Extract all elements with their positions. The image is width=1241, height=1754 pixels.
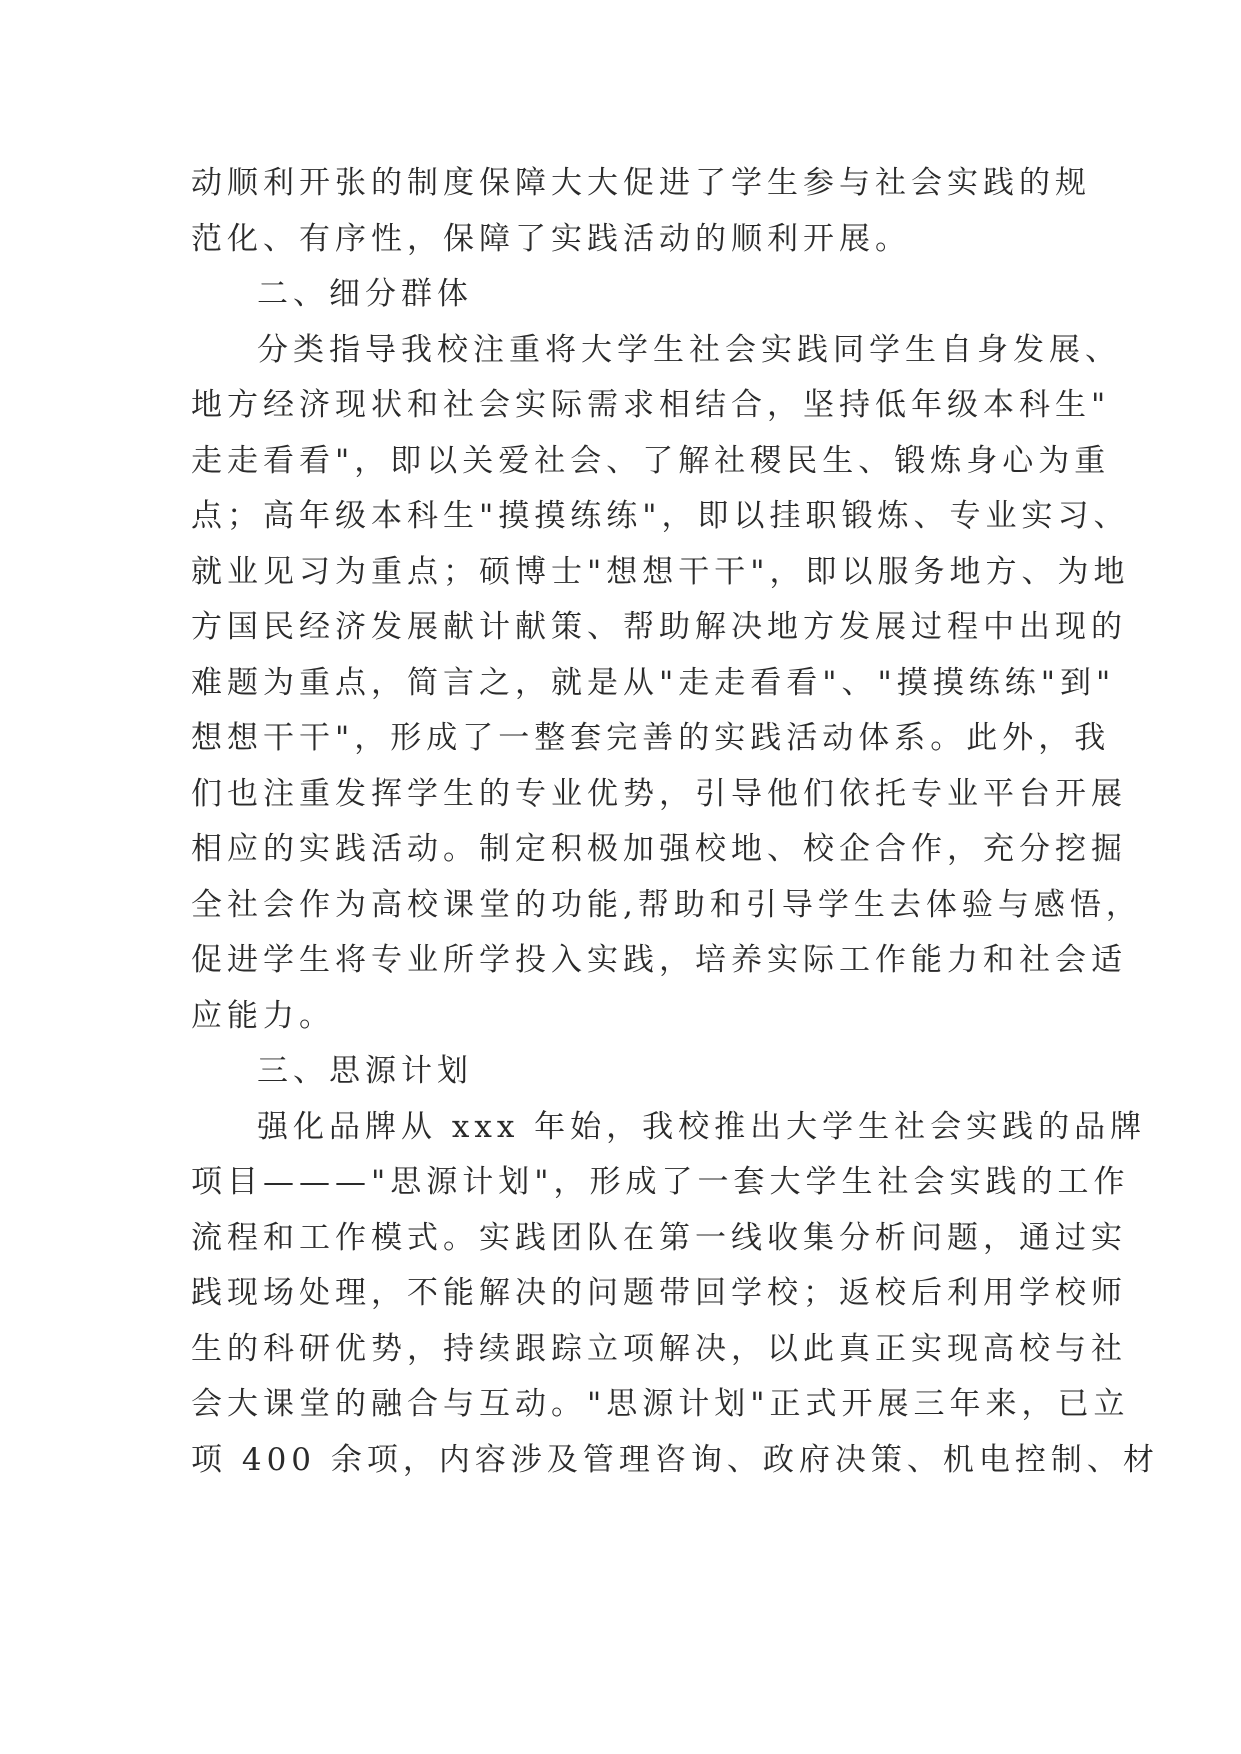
body-text	[191, 156, 1159, 1488]
text-line: 走走看看"，即以关爱社会、了解社稷民生、锻炼身心为重	[191, 442, 1111, 479]
text-line: 范化、有序性，保障了实践活动的顺利开展。	[191, 220, 911, 257]
text-line: 就业见习为重点；硕博士"想想干干"，即以服务地方、为地	[191, 553, 1130, 590]
paragraph-start-line: 分类指导我校注重将大学生社会实践同学生自身发展、	[257, 331, 1121, 368]
text-line: 会大课堂的融合与互动。"思源计划"正式开展三年来，已立	[191, 1386, 1130, 1422]
paragraph-start-line: 强化品牌从 xxx 年始，我校推出大学生社会实践的品牌	[257, 1108, 1147, 1145]
text-line: 生的科研优势，持续跟踪立项解决，以此真正实现高校与社	[191, 1330, 1127, 1367]
text-line: 难题为重点，简言之，就是从"走走看看"、"摸摸练练"到"	[191, 664, 1116, 701]
text-line: 想想干干"，形成了一整套完善的实践活动体系。此外，我	[191, 720, 1111, 756]
text-line: 项 400 余项，内容涉及管理咨询、政府决策、机电控制、材	[191, 1441, 1159, 1478]
text-line: 项目———"思源计划"，形成了一套大学生社会实践的工作	[191, 1164, 1130, 1200]
text-line: 方国民经济发展献计献策、帮助解决地方发展过程中出现的	[191, 609, 1127, 645]
text-line: 全社会作为高校课堂的功能,帮助和引导学生去体验与感悟，	[191, 886, 1142, 923]
text-line: 践现场处理，不能解决的问题带回学校；返校后利用学校师	[191, 1275, 1127, 1311]
text-line: 们也注重发挥学生的专业优势，引导他们依托专业平台开展	[191, 775, 1127, 812]
text-line: 相应的实践活动。制定积极加强校地、校企合作，充分挖掘	[191, 831, 1127, 867]
text-line: 地方经济现状和社会实际需求相结合，坚持低年级本科生"	[191, 387, 1111, 423]
section-heading: 三、思源计划	[257, 1053, 473, 1089]
text-line: 促进学生将专业所学投入实践，培养实际工作能力和社会适	[191, 942, 1127, 978]
text-line: 应能力。	[191, 997, 335, 1034]
text-line: 流程和工作模式。实践团队在第一线收集分析问题，通过实	[191, 1219, 1127, 1256]
section-heading: 二、细分群体	[257, 276, 473, 312]
text-line: 动顺利开张的制度保障大大促进了学生参与社会实践的规	[191, 165, 1091, 201]
text-line: 点；高年级本科生"摸摸练练"，即以挂职锻炼、专业实习、	[191, 498, 1130, 534]
